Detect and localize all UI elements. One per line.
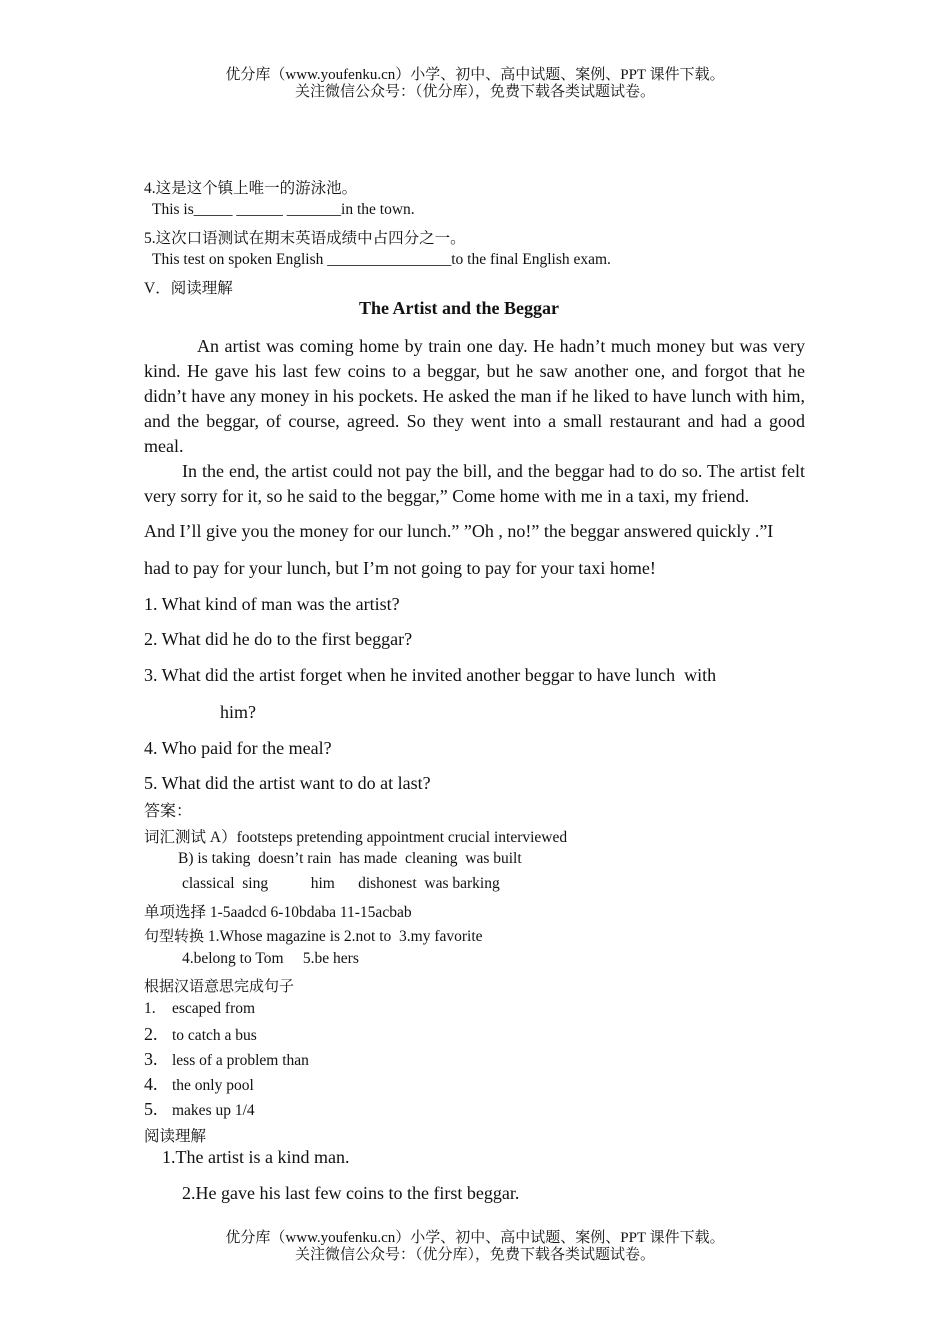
list-item-number: 3. xyxy=(144,1049,158,1069)
list-item-text: escaped from xyxy=(172,1000,256,1017)
translation-q5-cn: 5.这次口语测试在期末英语成绩中占四分之一。 xyxy=(144,230,466,247)
footer-line-2: 关注微信公众号：（优分库），免费下载各类试题试卷。 xyxy=(294,1247,655,1263)
answer-transform-1 xyxy=(144,925,483,946)
list-item-text: the only pool xyxy=(172,1077,254,1094)
question-3-continued: him? xyxy=(220,702,256,722)
question-2: 2. What did he do to the first beggar? xyxy=(144,629,413,649)
page-footer xyxy=(0,1230,950,1264)
answer-reading-heading: 阅读理解 xyxy=(144,1128,207,1145)
list-item xyxy=(144,1074,254,1095)
answer-single-choice: 单项选择 1-5aadcd 6-10bdaba 11-15acbab xyxy=(144,904,412,921)
translation-q5-en: This test on spoken English ________________to the final English exam. xyxy=(152,251,611,268)
answer-complete-heading: 根据汉语意思完成句子 xyxy=(144,977,295,995)
footer-line-1: 优分库（www.youfenku.cn）小学、初中、高中试题、案例、PPT 课件下载。 xyxy=(225,1230,725,1246)
answers-heading: 答案： xyxy=(144,803,193,820)
answer-vocab-b: B) is taking doesn’t rain has made cleaning was built xyxy=(178,850,522,867)
question-3: 3. What did the artist forget when he invited another beggar to have lunch with xyxy=(144,665,717,685)
passage-paragraph-2: In the end, the artist could not pay the bill, and the beggar had to do so. The artist felt very sorry for it, so he said to the beggar,” Come home with me in a taxi, my friend. xyxy=(144,461,805,506)
list-item xyxy=(144,1099,255,1120)
question-1: 1. What kind of man was the artist? xyxy=(144,594,400,614)
passage-title: The Artist and the Beggar xyxy=(359,298,559,318)
list-item-number: 4. xyxy=(144,1074,158,1094)
answer-transform-2: 4.belong to Tom 5.be hers xyxy=(182,950,359,967)
question-4: 4. Who paid for the meal? xyxy=(144,738,332,758)
list-item-text: makes up 1/4 xyxy=(172,1102,255,1119)
list-item-text: less of a problem than xyxy=(172,1052,309,1069)
list-item xyxy=(144,1049,309,1070)
list-item-number: 5. xyxy=(144,1099,158,1119)
passage-line-4: had to pay for your lunch, but I’m not going to pay for your taxi home! xyxy=(144,558,656,578)
list-item xyxy=(144,1024,257,1045)
translation-q4-cn: 4.这是这个镇上唯一的游泳池。 xyxy=(144,180,358,197)
list-item xyxy=(144,1000,255,1018)
page-header xyxy=(0,67,950,101)
passage-paragraph-1: An artist was coming home by train one day. He hadn’t much money but was very kind. He gave his last few coins to a beggar, but he saw another one, and forgot that he didn’t have any money in his pockets. He asked the man if he liked to have lunch with him, and the beggar, of course, agreed. So they went into a small restaurant and had a good meal. xyxy=(144,336,805,456)
translation-q4-en: This is_____ ______ _______in the town. xyxy=(152,201,415,218)
question-5: 5. What did the artist want to do at last? xyxy=(144,773,431,793)
answer-reading-2: 2.He gave his last few coins to the first beggar. xyxy=(182,1183,520,1203)
answer-vocab-a: 词汇测试 A）footsteps pretending appointment crucial interviewed xyxy=(144,829,568,846)
answer-reading-1: 1.The artist is a kind man. xyxy=(162,1147,350,1167)
header-line-1: 优分库（www.youfenku.cn）小学、初中、高中试题、案例、PPT 课件下载。 xyxy=(225,67,725,83)
list-item-number: 2. xyxy=(144,1024,158,1044)
passage-line-3: And I’ll give you the money for our lunch.” ”Oh , no!” the beggar answered quickly .”I xyxy=(144,521,774,541)
answer-transform-text: 1.Whose magazine is 2.not to 3.my favorite xyxy=(207,928,483,945)
answer-vocab-c: classical sing him dishonest was barking xyxy=(182,875,500,892)
header-line-2: 关注微信公众号：（优分库），免费下载各类试题试卷。 xyxy=(294,84,655,100)
answer-transform-label: 句型转换 xyxy=(144,927,205,945)
list-item-number: 1. xyxy=(144,1000,156,1017)
section-heading-reading: V．阅读理解 xyxy=(144,280,233,297)
list-item-text: to catch a bus xyxy=(172,1027,257,1044)
